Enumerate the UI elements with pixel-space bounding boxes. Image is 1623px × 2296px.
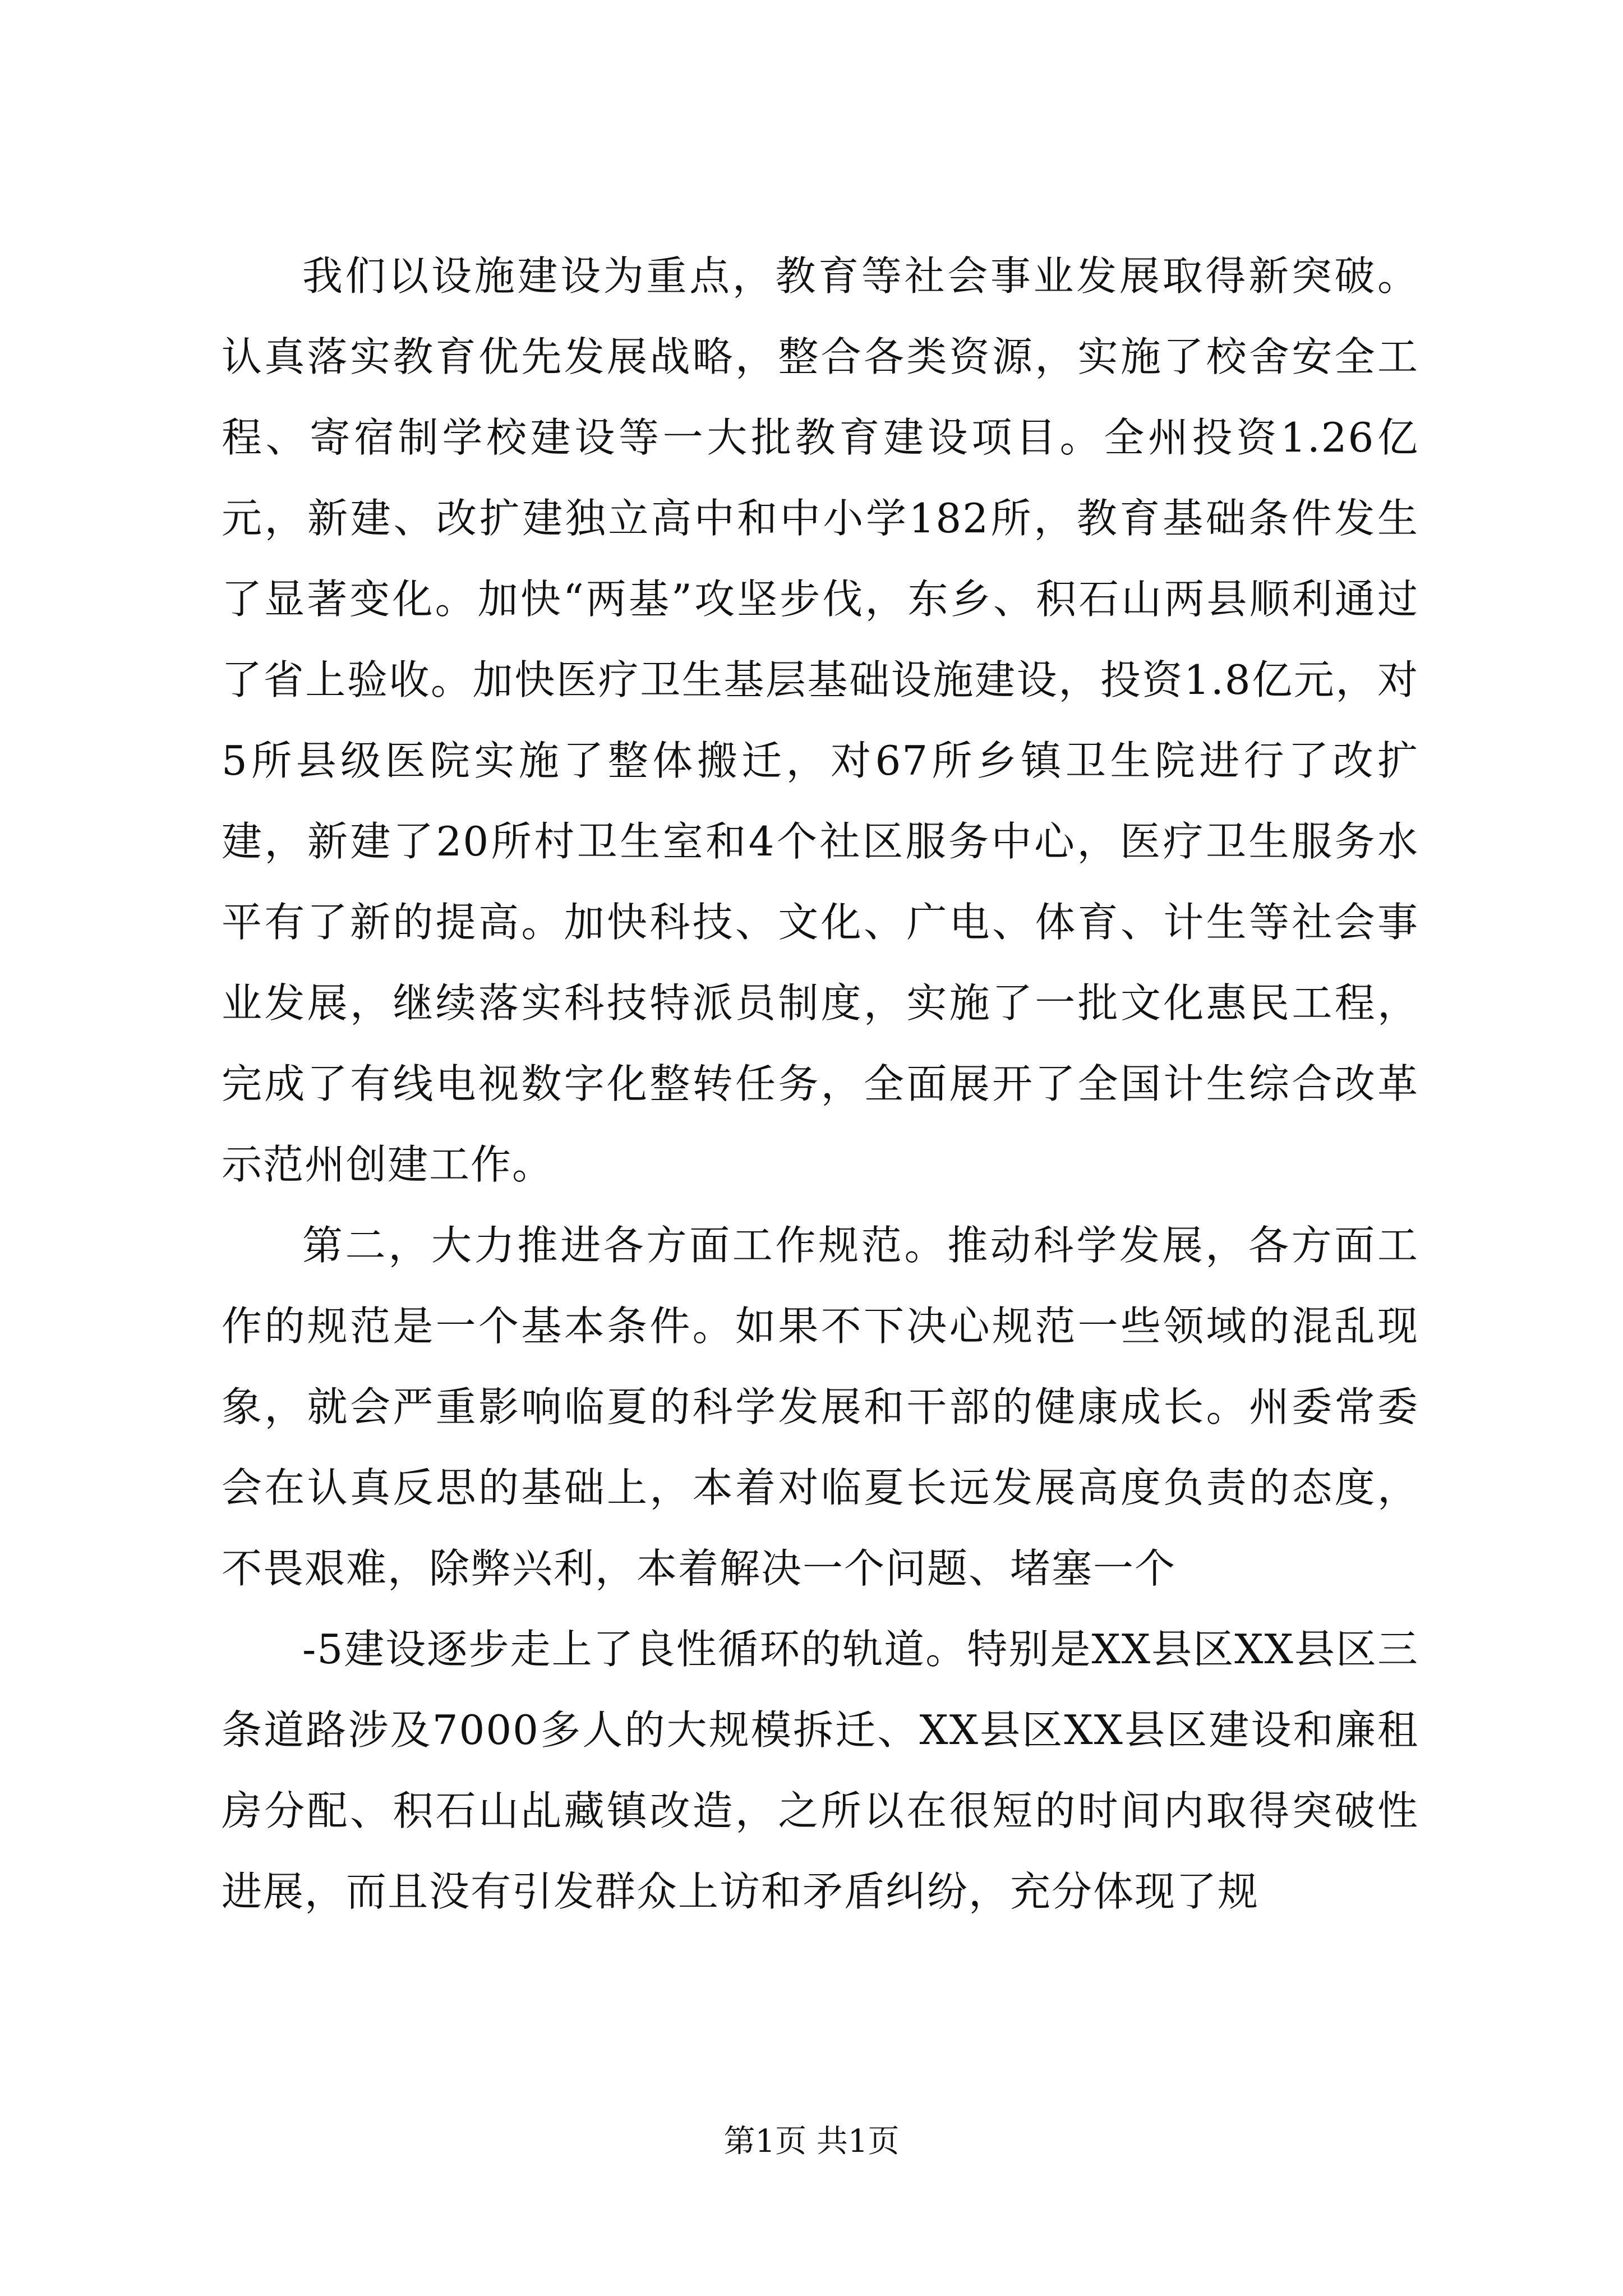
paragraph-work-standardization: 第二，大力推进各方面工作规范。推动科学发展，各方面工作的规范是一个基本条件。如果不下决心规范一些领域的混乱现象，就会严重影响临夏的科学发展和干部的健康成长。州委常委会在认真反思的基础上，本着对临夏长远发展高度负责的态度，不畏艰难，除弊兴利，本着解决一个问题、堵塞一个 bbox=[222, 1222, 1419, 1592]
page-footer: 第1页 共1页 bbox=[723, 2123, 900, 2160]
document-body bbox=[222, 236, 1419, 1932]
paragraph-construction-cycle: -5建设逐步走上了良性循环的轨道。特别是XX县区XX县区三条道路涉及7000多人的大规模拆迁、XX县区XX县区建设和廉租房分配、积石山乩藏镇改造，之所以在很短的时间内取得突破性进展，而且没有引发群众上访和矛盾纠纷，充分体现了规 bbox=[222, 1626, 1419, 1915]
paragraph-education: 我们以设施建设为重点，教育等社会事业发展取得新突破。认真落实教育优先发展战略，整合各类资源，实施了校舍安全工程、寄宿制学校建设等一大批教育建设项目。全州投资1.26亿元，新建、改扩建独立高中和中小学182所，教育基础条件发生了显著变化。加快“两基”攻坚步伐，东乡、积石山两县顺利通过了省上验收。加快医疗卫生基层基础设施建设，投资1.8亿元，对5所县级医院实施了整体搬迁，对67所乡镇卫生院进行了改扩建，新建了20所村卫生室和4个社区服务中心，医疗卫生服务水平有了新的提高。加快科技、文化、广电、体育、计生等社会事业发展，继续落实科技特派员制度，实施了一批文化惠民工程，完成了有线电视数字化整转任务，全面展开了全国计生综合改革示范州创建工作。 bbox=[222, 252, 1419, 1188]
